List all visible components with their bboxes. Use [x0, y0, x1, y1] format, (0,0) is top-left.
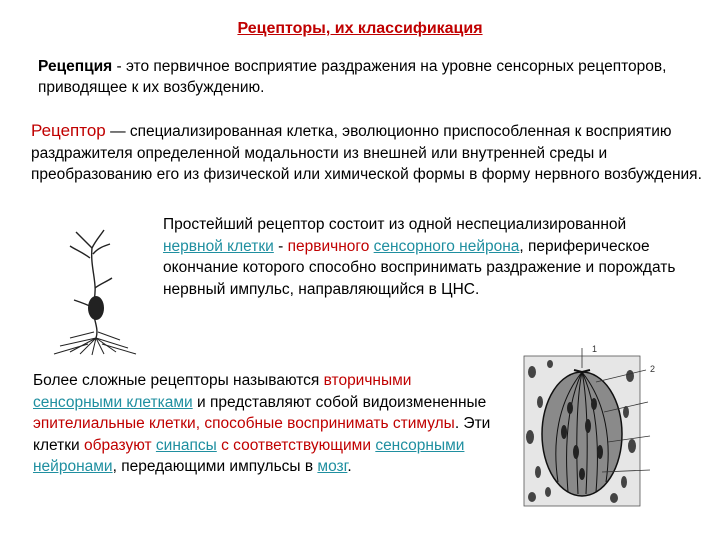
highlight-epithelial: эпителиальные клетки, способные воспринимать стимулы	[33, 415, 455, 432]
highlight-primary: первичного	[287, 237, 370, 255]
term-receptor: Рецептор	[31, 121, 106, 140]
link-nerve-cell[interactable]: нервной клетки	[163, 237, 274, 255]
reception-definition	[38, 56, 698, 98]
receptor-definition	[31, 120, 703, 186]
text-segment: и представляют собой видоизмененные	[192, 393, 487, 411]
text-segment: , передающими импульсы в	[112, 458, 318, 475]
link-brain[interactable]: мозг	[317, 458, 348, 475]
figure-label-2: 2	[650, 364, 656, 374]
highlight-form: образуют	[83, 436, 152, 454]
text-segment: -	[273, 237, 288, 255]
text-segment: Простейший рецептор состоит из одной неспециализированной	[163, 216, 627, 233]
highlight-secondary: вторичными	[323, 372, 412, 389]
highlight-with: с соответствующими	[216, 436, 376, 454]
link-sensory-neurons[interactable]: сенсорными нейронами	[33, 436, 465, 475]
term-reception: Рецепция	[38, 58, 113, 75]
link-sensory-neuron[interactable]: сенсорного нейрона	[373, 237, 520, 255]
link-synapses[interactable]: синапсы	[155, 436, 217, 454]
text-segment: Более сложные рецепторы называются	[33, 372, 324, 389]
primary-neuron-figure	[40, 228, 152, 356]
link-sensory-cells[interactable]: сенсорными клетками	[33, 393, 193, 411]
text-segment: .	[347, 458, 352, 475]
primary-receptor-paragraph	[163, 214, 683, 300]
text-segment: , периферическое окончание которого способно воспринимать раздражение и порождать нервный импульс, направляющийся в ЦНС.	[163, 237, 676, 298]
page-title: Рецепторы, их классификация	[237, 20, 483, 37]
receptor-text: — специализированная клетка, эволюционно приспособленная к восприятию раздражителя определенной модальности из внешней или внутренней среды и преобразованию его из физической или химической формы в форму нервного возбуждения.	[31, 123, 702, 183]
secondary-receptor-paragraph	[33, 370, 503, 478]
figure-label-1: 1	[592, 344, 598, 354]
taste-bud-figure	[518, 342, 666, 512]
text-segment: . Эти клетки	[33, 415, 491, 454]
reception-text: - это первичное восприятие раздражения на уровне сенсорных рецепторов, приводящее к их возбуждению.	[38, 58, 667, 96]
